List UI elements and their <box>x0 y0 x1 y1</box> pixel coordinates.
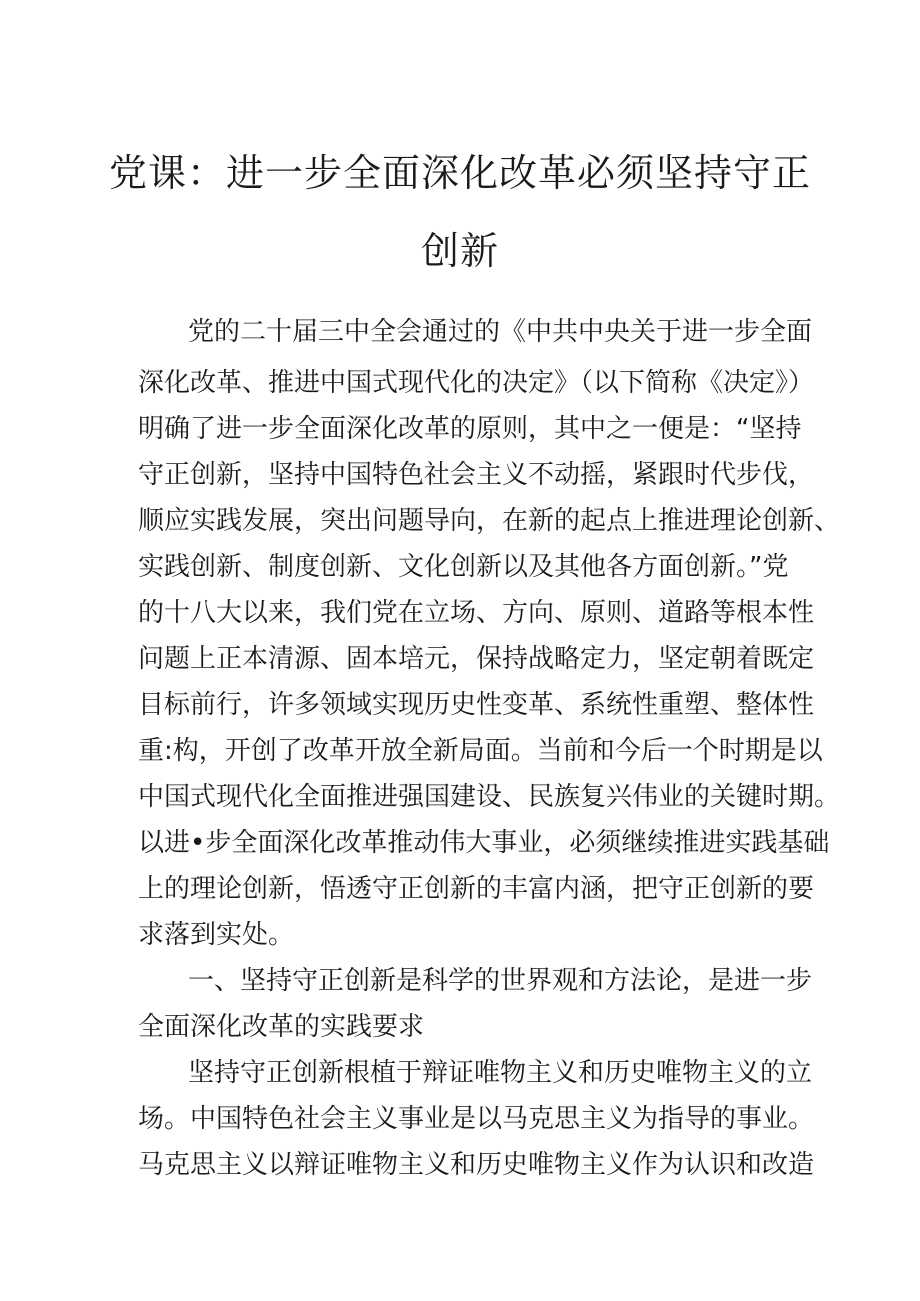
body-line: 深化改革、推进中国式现代化的决定》（以下简称《决定》） <box>138 368 815 398</box>
document-title-line-1: 党课：进一步全面深化改革必须坚持守正 <box>108 151 811 195</box>
body-line: 实践创新、制度创新、文化创新以及其他各方面创新。”党 <box>138 552 789 582</box>
section-heading-line: 一、坚持守正创新是科学的世界观和方法论，是进一步 <box>188 966 813 996</box>
section-heading-line: 全面深化改革的实践要求 <box>138 1012 425 1042</box>
body-line: 以进•步全面深化改革推动伟大事业，必须继续推进实践基础 <box>138 828 830 858</box>
body-line: 求落到实处。 <box>138 920 295 950</box>
body-line: 问题上正本清源、固本培元，保持战略定力，坚定朝着既定 <box>138 644 815 674</box>
body-line: 场。中国特色社会主义事业是以马克思主义为指导的事业。 <box>138 1104 815 1134</box>
body-line: 的十八大以来，我们党在立场、方向、原则、道路等根本性 <box>138 598 815 628</box>
body-line: 上的理论创新，悟透守正创新的丰富内涵，把守正创新的要 <box>138 874 815 904</box>
body-line: 党的二十届三中全会通过的《中共中央关于进一步全面 <box>188 317 813 347</box>
body-line: 马克思主义以辩证唯物主义和历史唯物主义作为认识和改造 <box>138 1150 815 1180</box>
body-line: 顺应实践发展，突出问题导向，在新的起点上推进理论创新、 <box>138 506 841 536</box>
body-line: 目标前行，许多领域实现历史性变革、系统性重塑、整体性 <box>138 690 815 720</box>
body-line: 明确了进一步全面深化改革的原则，其中之一便是：“坚持 <box>138 414 802 444</box>
body-line: 守正创新，坚持中国特色社会主义不动摇，紧跟时代步伐， <box>138 460 815 490</box>
body-line: 坚持守正创新根植于辩证唯物主义和历史唯物主义的立 <box>188 1058 813 1088</box>
document-title-line-2: 创新 <box>420 229 499 273</box>
body-line: 重:构，开创了改革开放全新局面。当前和今后一个时期是以 <box>138 736 823 766</box>
body-line: 中国式现代化全面推进强国建设、民族复兴伟业的关键时期。 <box>138 782 841 812</box>
